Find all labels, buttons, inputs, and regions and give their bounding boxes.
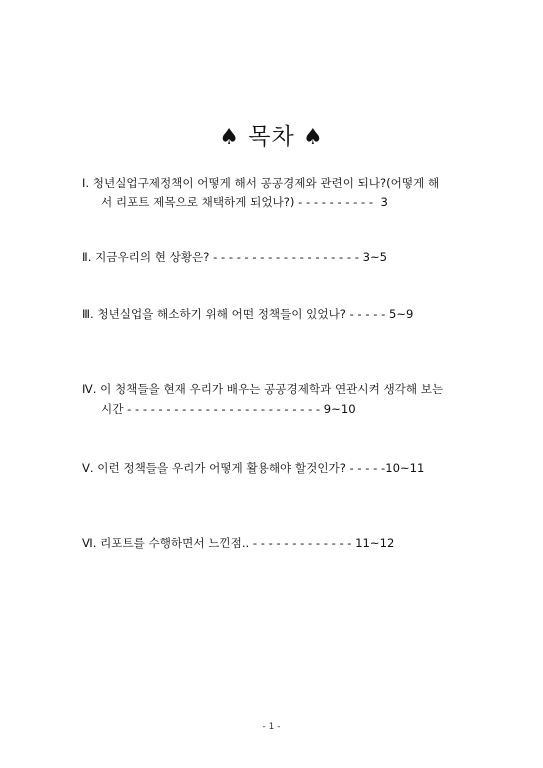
- toc-entry-4-line-2: 시간 - - - - - - - - - - - - - - - - - - - - - - - - - 9~10: [101, 402, 356, 416]
- spade-icon-right: ♠: [303, 125, 324, 150]
- spade-icon-left: ♠: [219, 125, 240, 150]
- toc-entry-1-line-2: 서 리포트 제목으로 채택하게 되었나?) - - - - - - - - - - 3: [101, 195, 388, 209]
- page-number: - 1 -: [262, 722, 281, 732]
- toc-entry-5: Ⅴ. 이런 정책들을 우리가 어떻게 활용해야 할것인가? - - - - -10~11: [82, 461, 425, 475]
- toc-title-text: 목차: [248, 124, 295, 150]
- toc-entry-4-line-1: Ⅳ. 이 청책들을 현재 우리가 배우는 공공경제학과 연관시켜 생각해 보는: [82, 382, 444, 396]
- toc-entry-3: Ⅲ. 청년실업을 해소하기 위해 어떤 정책들이 있었나? - - - - - 5~9: [82, 307, 414, 321]
- toc-entry-2: Ⅱ. 지금우리의 현 상황은? - - - - - - - - - - - - - - - - - - - 3~5: [82, 250, 388, 264]
- toc-entry-1-line-1: Ⅰ. 청년실업구제정책이 어떻게 해서 공공경제와 관련이 되나?(어떻게 해: [82, 176, 440, 190]
- toc-title: [0, 118, 543, 151]
- toc-entry-6: Ⅵ. 리포트를 수행하면서 느낀점.. - - - - - - - - - - - - - 11~12: [82, 536, 395, 550]
